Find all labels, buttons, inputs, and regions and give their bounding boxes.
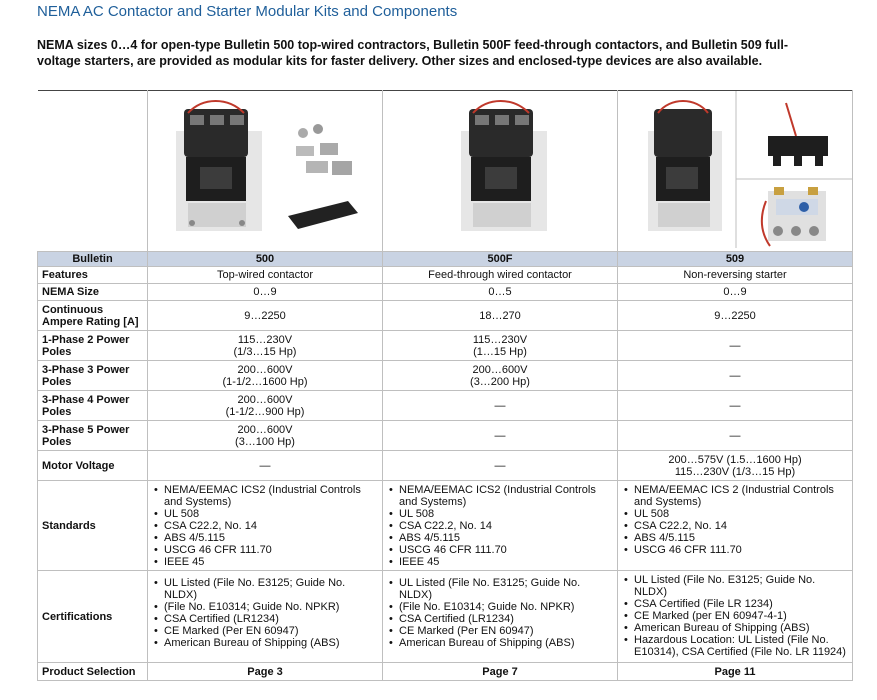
cell-500f: 0…5 — [383, 284, 618, 301]
cell-500f — [383, 361, 618, 391]
cell-509: — — [618, 421, 853, 451]
row-product-selection — [38, 663, 853, 681]
list-item: • CSA Certified (LR1234) — [164, 613, 378, 625]
cell-line: (1…15 Hp) — [473, 345, 527, 358]
cell-500 — [148, 331, 383, 361]
cell-500 — [148, 481, 383, 571]
image-cell-500 — [148, 91, 383, 252]
page-ref-509[interactable]: Page 11 — [618, 663, 853, 681]
header-row — [38, 252, 853, 267]
page-ref-500[interactable]: Page 3 — [148, 663, 383, 681]
list-item: • NEMA/EEMAC ICS2 (Industrial Controls and Systems) — [164, 484, 378, 508]
row-certifications — [38, 571, 853, 663]
list-item: • UL 508 — [399, 508, 613, 520]
row-3phase-3poles — [38, 361, 853, 391]
list-item: • CE Marked (Per EN 60947) — [164, 625, 378, 637]
list-item: • UL Listed (File No. E3125; Guide No. NLDX) — [399, 577, 613, 601]
row-standards — [38, 481, 853, 571]
cell-line: 115…230V — [472, 333, 528, 346]
cell-500: 0…9 — [148, 284, 383, 301]
row-label: 3-Phase 4 Power Poles — [38, 391, 148, 421]
list-item: • American Bureau of Shipping (ABS) — [399, 637, 613, 649]
list-item: • UL 508 — [164, 508, 378, 520]
cell-line: 200…600V — [237, 363, 293, 376]
list-item: • CSA Certified (LR1234) — [399, 613, 613, 625]
list-item: • ABS 4/5.115 — [399, 532, 613, 544]
cert-list-500 — [152, 577, 378, 649]
list-item: • NEMA/EEMAC ICS 2 (Industrial Controls and Systems) — [634, 484, 848, 508]
cell-500f — [383, 331, 618, 361]
list-item: • NEMA/EEMAC ICS2 (Industrial Controls and Systems) — [399, 484, 613, 508]
row-3phase-5poles — [38, 421, 853, 451]
cell-500f — [383, 481, 618, 571]
list-item: • CSA C22.2, No. 14 — [634, 520, 848, 532]
cell-line: 200…575V (1.5…1600 Hp) — [668, 453, 802, 466]
standards-list-500f — [387, 484, 613, 568]
row-label: Continuous Ampere Rating [A] — [38, 301, 148, 331]
list-item: • American Bureau of Shipping (ABS) — [634, 622, 848, 634]
cell-509 — [618, 451, 853, 481]
image-cell-500f — [383, 91, 618, 252]
row-label: 3-Phase 5 Power Poles — [38, 421, 148, 451]
cell-line: (3…100 Hp) — [235, 435, 295, 448]
cell-line: (1-1/2…900 Hp) — [225, 405, 305, 418]
row-label: Features — [38, 267, 148, 284]
cell-500: — — [148, 451, 383, 481]
cell-500f: — — [383, 391, 618, 421]
list-item: • (File No. E10314; Guide No. NPKR) — [399, 601, 613, 613]
contactor-with-hardware-photo — [148, 91, 383, 248]
list-item: • USCG 46 CFR 111.70 — [164, 544, 378, 556]
cell-509: 9…2250 — [618, 301, 853, 331]
row-3phase-4poles — [38, 391, 853, 421]
cell-500f: 18…270 — [383, 301, 618, 331]
list-item: • (File No. E10314; Guide No. NPKR) — [164, 601, 378, 613]
cell-line: (3…200 Hp) — [470, 375, 530, 388]
cell-500f: Feed-through wired contactor — [383, 267, 618, 284]
cell-509: — — [618, 391, 853, 421]
cert-list-500f — [387, 577, 613, 649]
cell-509: — — [618, 331, 853, 361]
cell-line: 200…600V — [472, 363, 528, 376]
row-motor-voltage — [38, 451, 853, 481]
cell-500f — [383, 571, 618, 663]
standards-list-500 — [152, 484, 378, 568]
row-ampere-rating — [38, 301, 853, 331]
cell-509: Non-reversing starter — [618, 267, 853, 284]
header-509: 509 — [618, 252, 853, 267]
row-label: Certifications — [38, 571, 148, 663]
cell-500 — [148, 361, 383, 391]
intro-paragraph: NEMA sizes 0…4 for open-type Bulletin 500 top-wired contractors, Bulletin 500F feed-through contactors, and Bulletin 509 full-voltage starters, are provided as modular kits for faster delivery. Other sizes and enclosed-type devices are also available. — [37, 38, 789, 68]
list-item: • IEEE 45 — [399, 556, 613, 568]
row-1phase-2poles — [38, 331, 853, 361]
cell-line: 200…600V — [237, 393, 293, 406]
page-ref-500f[interactable]: Page 7 — [383, 663, 618, 681]
row-label: 3-Phase 3 Power Poles — [38, 361, 148, 391]
cell-500 — [148, 421, 383, 451]
list-item: • CSA C22.2, No. 14 — [399, 520, 613, 532]
cell-509: — — [618, 361, 853, 391]
header-500: 500 — [148, 252, 383, 267]
cell-509 — [618, 571, 853, 663]
cell-500: Top-wired contactor — [148, 267, 383, 284]
cell-line: 200…600V — [237, 423, 293, 436]
cell-509: 0…9 — [618, 284, 853, 301]
row-label: 1-Phase 2 Power Poles — [38, 331, 148, 361]
row-label: Product Selection — [38, 663, 148, 681]
row-nema-size — [38, 284, 853, 301]
cell-line: 115…230V (1/3…15 Hp) — [674, 465, 796, 478]
list-item: • CSA C22.2, No. 14 — [164, 520, 378, 532]
image-cell-509 — [618, 91, 853, 252]
list-item: • American Bureau of Shipping (ABS) — [164, 637, 378, 649]
cell-500 — [148, 391, 383, 421]
header-500f: 500F — [383, 252, 618, 267]
row-label: NEMA Size — [38, 284, 148, 301]
cell-500f: — — [383, 421, 618, 451]
header-bulletin-label: Bulletin — [38, 252, 148, 267]
image-row — [38, 91, 853, 252]
feed-through-contactor-photo — [383, 91, 618, 248]
list-item: • USCG 46 CFR 111.70 — [399, 544, 613, 556]
spec-table — [37, 90, 853, 681]
starter-contactor-photo — [618, 91, 853, 248]
list-item: • ABS 4/5.115 — [164, 532, 378, 544]
list-item: • Hazardous Location: UL Listed (File No. E10314), CSA Certified (File No. LR 11924) — [634, 634, 848, 658]
cell-509 — [618, 481, 853, 571]
list-item: • CE Marked (Per EN 60947) — [399, 625, 613, 637]
cell-line: (1-1/2…1600 Hp) — [222, 375, 308, 388]
cell-500: 9…2250 — [148, 301, 383, 331]
list-item: • ABS 4/5.115 — [634, 532, 848, 544]
list-item: • UL 508 — [634, 508, 848, 520]
image-cell-empty — [38, 91, 148, 252]
standards-list-509 — [622, 484, 848, 556]
cert-list-509 — [622, 574, 848, 658]
cell-500f: — — [383, 451, 618, 481]
cell-line: (1/3…15 Hp) — [233, 345, 297, 358]
row-label: Standards — [38, 481, 148, 571]
list-item: • CSA Certified (File LR 1234) — [634, 598, 848, 610]
cell-500 — [148, 571, 383, 663]
list-item: • IEEE 45 — [164, 556, 378, 568]
list-item: • UL Listed (File No. E3125; Guide No. NLDX) — [164, 577, 378, 601]
row-features — [38, 267, 853, 284]
list-item: • USCG 46 CFR 111.70 — [634, 544, 848, 556]
list-item: • CE Marked (per EN 60947-4-1) — [634, 610, 848, 622]
page-title: NEMA AC Contactor and Starter Modular Kits and Components — [37, 3, 458, 20]
list-item: • UL Listed (File No. E3125; Guide No. NLDX) — [634, 574, 848, 598]
cell-line: 115…230V — [237, 333, 293, 346]
row-label: Motor Voltage — [38, 451, 148, 481]
